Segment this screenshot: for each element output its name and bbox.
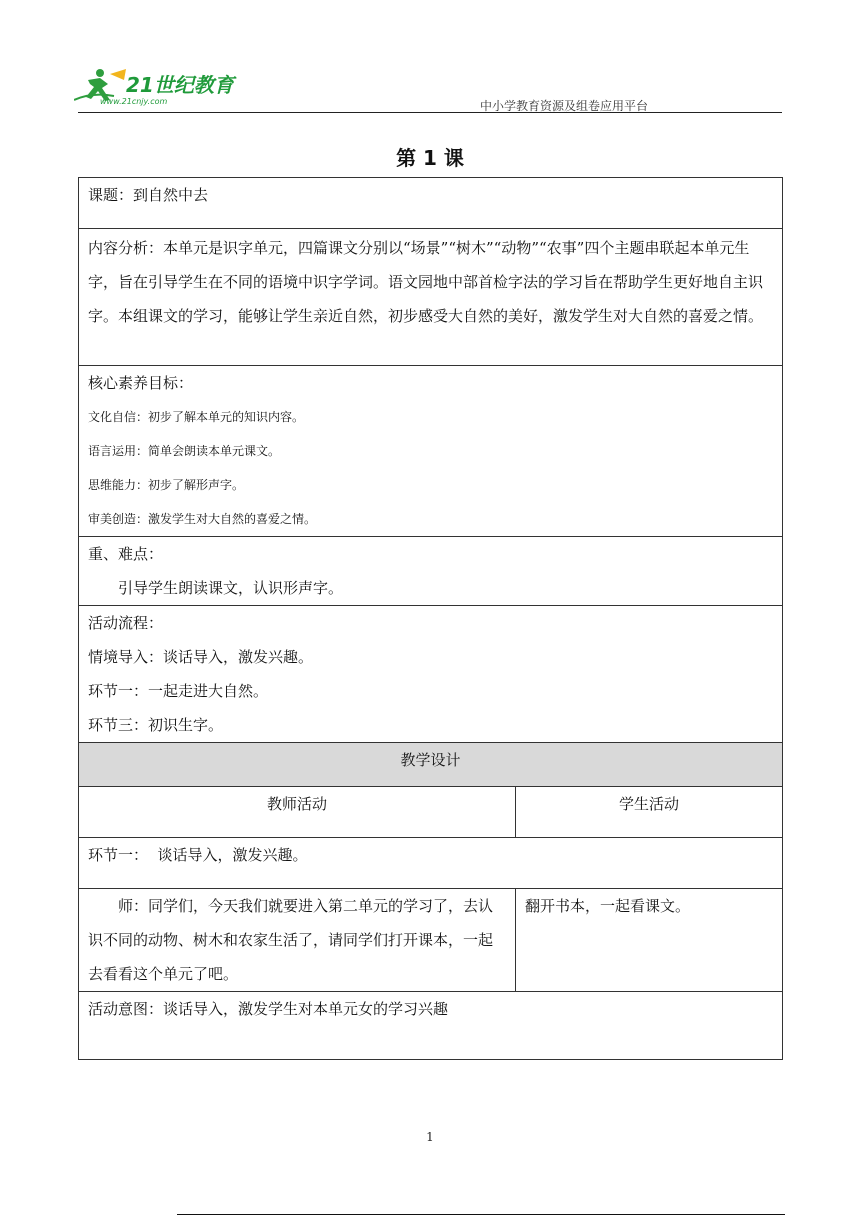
column-heading-row (79, 787, 783, 838)
logo-url-text: www.21cnjy.com (100, 97, 168, 106)
goal-item: 文化自信：初步了解本单元的知识内容。 (88, 410, 305, 424)
analysis-cell: 内容分析：本单元是识字单元，四篇课文分别以“场景”“树木”“动物”“农事”四个主题串联起本单元生字，旨在引导学生在不同的语境中识字学词。语文园地中部首检字法的学习旨在帮助学生更好地自主识字。本组课文的学习，能够让学生亲近自然，初步感受大自然的美好，激发学生对大自然的喜爱之情。 (79, 229, 783, 366)
keypoints-text: 引导学生朗读课文，认识形声字。 (118, 579, 344, 597)
flow-cell (79, 606, 783, 743)
logo-main-text: 21世纪教育 (126, 73, 234, 97)
page-number: 1 (426, 1130, 434, 1144)
platform-name: 中小学教育资源及组卷应用平台 (480, 99, 649, 113)
goals-heading: 核心素养目标： (88, 374, 194, 392)
flow-item: 情境导入：谈话导入，激发兴趣。 (88, 648, 314, 666)
flow-item: 环节一：一起走进大自然。 (88, 682, 269, 700)
lesson-table (78, 177, 783, 1060)
footer-divider (177, 1214, 785, 1215)
goal-item: 思维能力：初步了解形声字。 (88, 478, 245, 492)
topic-row (79, 178, 783, 229)
header-divider (78, 112, 782, 113)
section-cell: 环节一： 谈话导入，激发兴趣。 (79, 838, 783, 889)
flow-heading: 活动流程： (88, 614, 164, 632)
purpose-row (79, 992, 783, 1060)
teacher-column-heading: 教师活动 (79, 787, 516, 838)
logo (74, 66, 250, 106)
goal-item: 语言运用：简单会朗读本单元课文。 (88, 444, 281, 458)
analysis-row (79, 229, 783, 366)
design-heading-row (79, 743, 783, 787)
keypoints-heading: 重、难点： (88, 545, 164, 563)
student-column-heading: 学生活动 (516, 787, 783, 838)
goal-item: 审美创造：激发学生对大自然的喜爱之情。 (88, 512, 317, 526)
flow-item: 环节三：初识生字。 (88, 716, 224, 734)
teacher-activity: 师：同学们，今天我们就要进入第二单元的学习了，去认识不同的动物、树木和农家生活了，请同学们打开课本，一起去看看这个单元了吧。 (79, 889, 516, 992)
design-heading: 教学设计 (79, 743, 783, 787)
purpose-cell: 活动意图：谈话导入，激发学生对本单元女的学习兴趣 (79, 992, 783, 1060)
activity-row (79, 889, 783, 992)
student-activity: 翻开书本，一起看课文。 (516, 889, 783, 992)
keypoints-row (79, 537, 783, 606)
goals-row (79, 366, 783, 537)
page-title: 第 1 课 (396, 146, 464, 170)
section-row (79, 838, 783, 889)
flow-row (79, 606, 783, 743)
goals-cell (79, 366, 783, 537)
keypoints-cell (79, 537, 783, 606)
topic-cell: 课题：到自然中去 (79, 178, 783, 229)
